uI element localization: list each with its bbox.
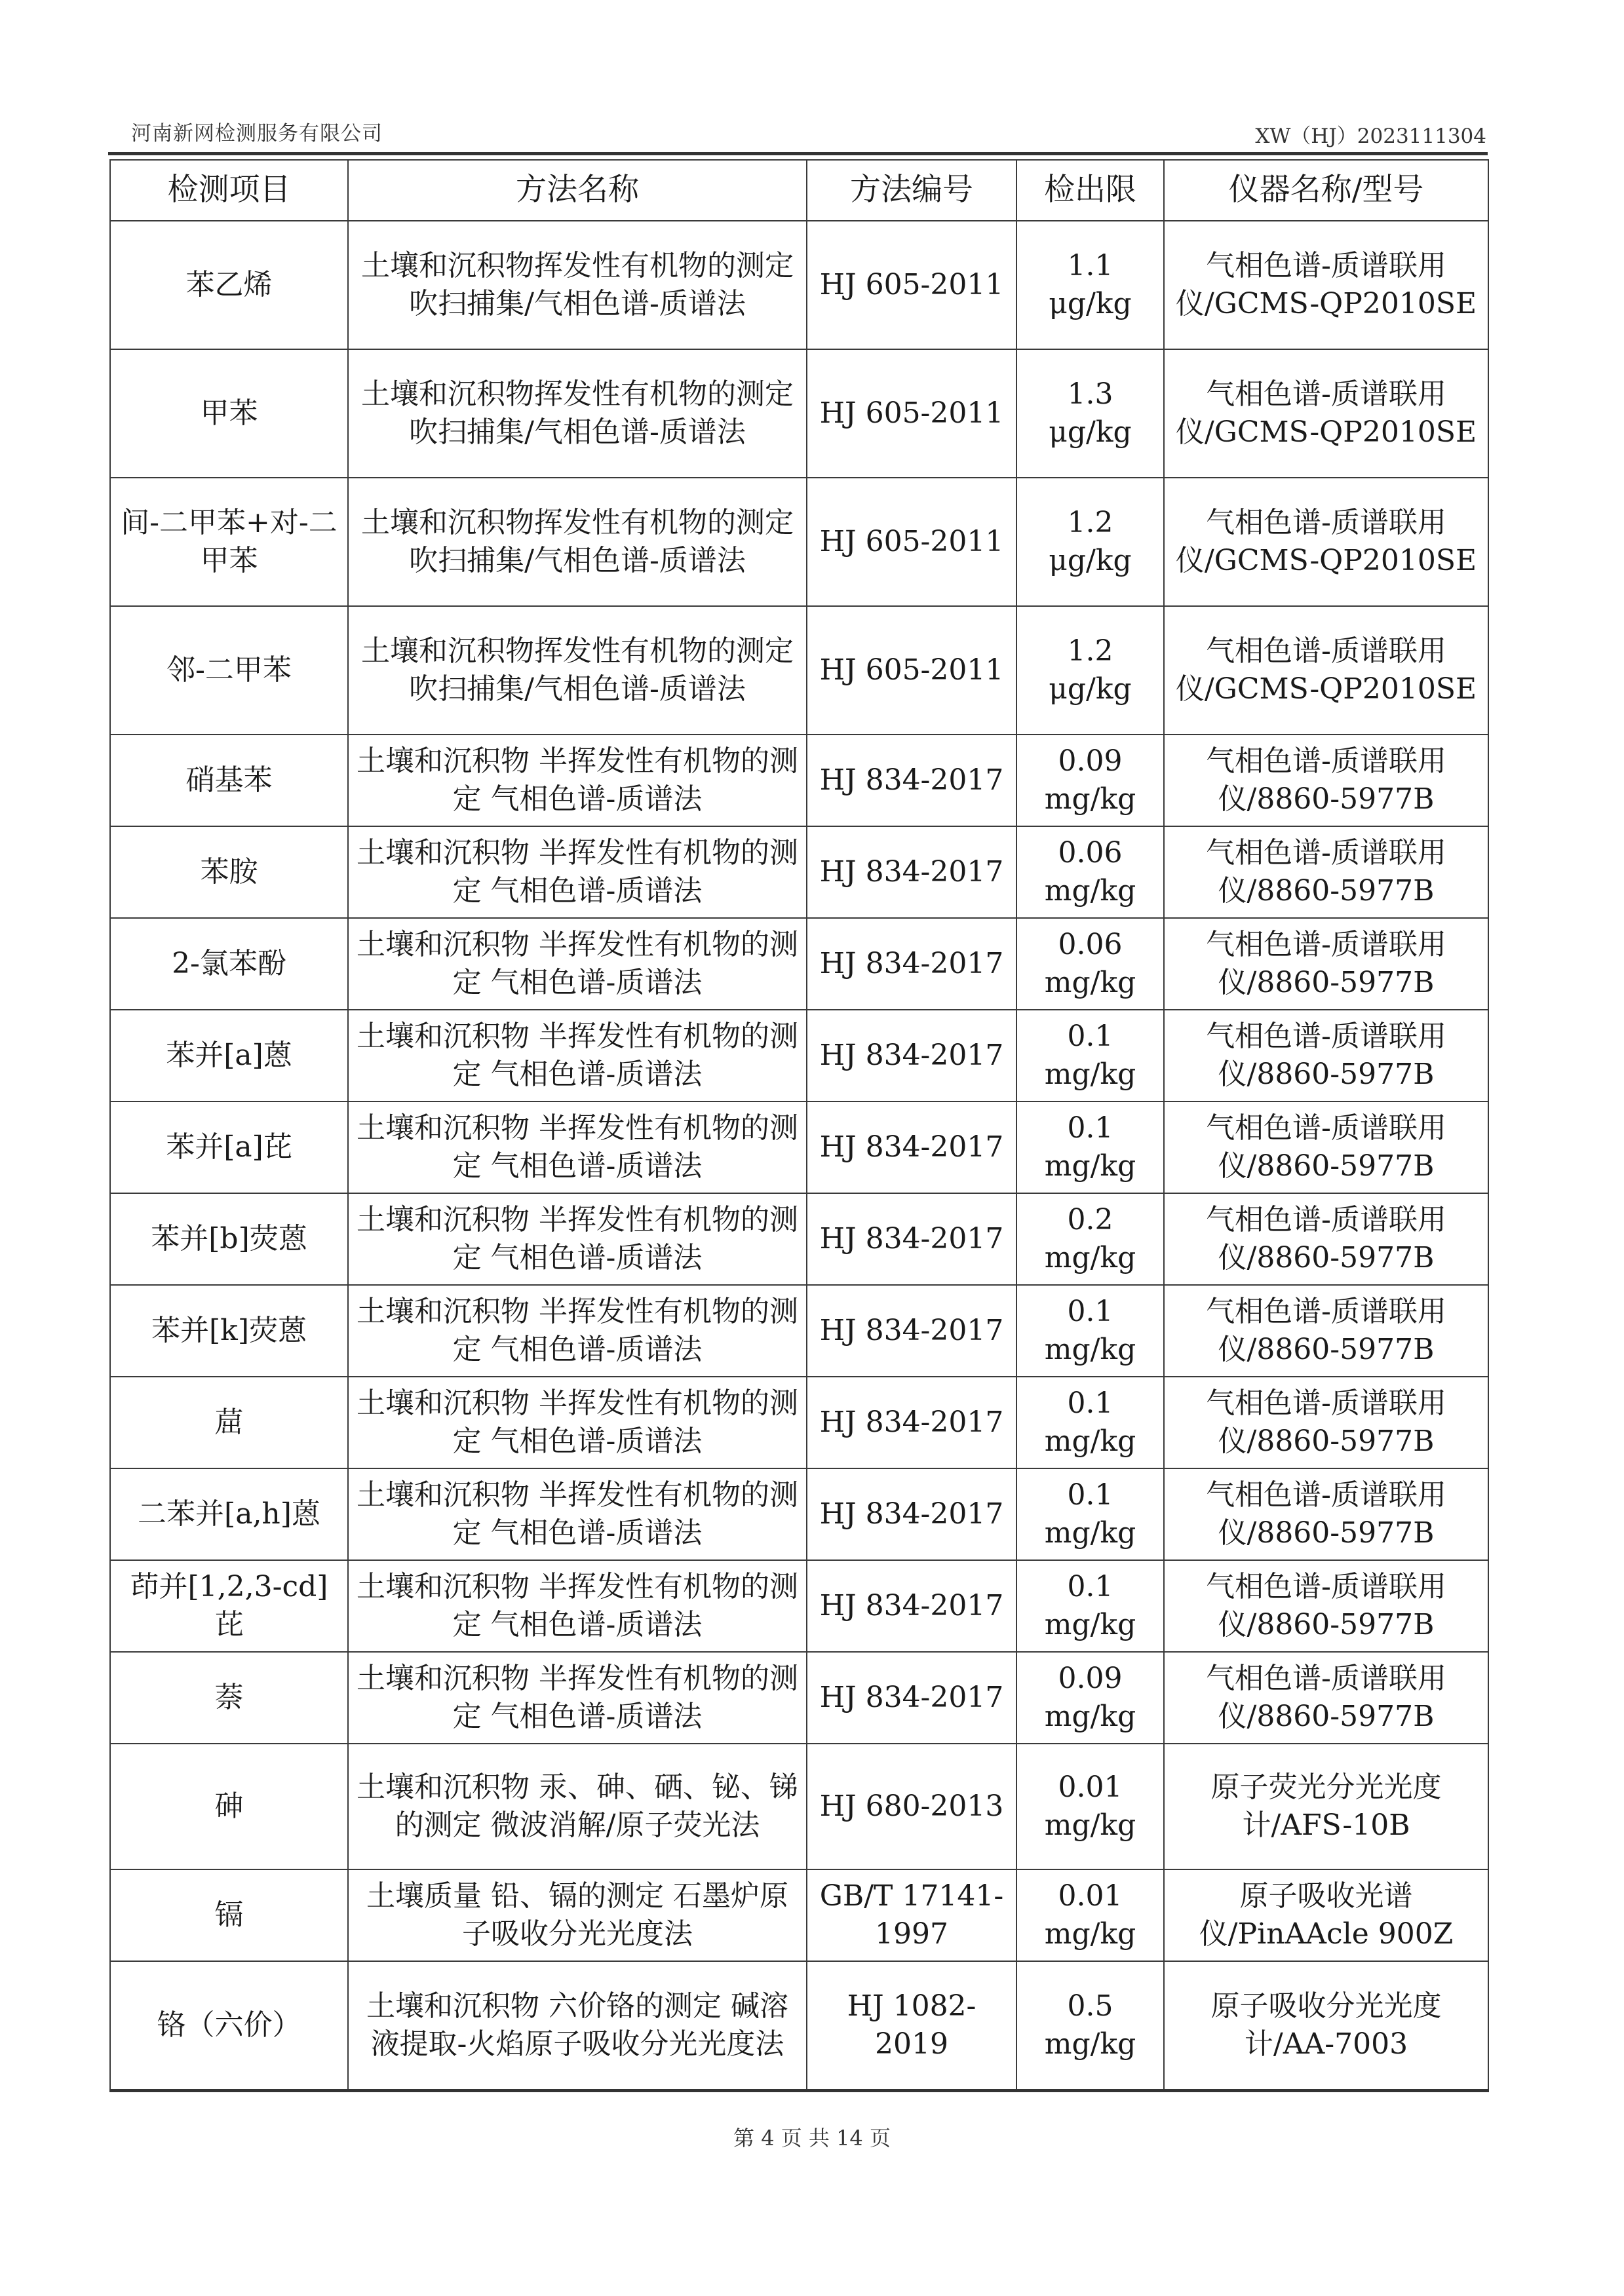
cell-item: 苯并[k]荧蒽 [110, 1285, 348, 1377]
cell-code: HJ 834-2017 [807, 1285, 1016, 1377]
cell-method: 土壤和沉积物挥发性有机物的测定吹扫捕集/气相色谱-质谱法 [348, 349, 807, 478]
cell-code: HJ 834-2017 [807, 1010, 1016, 1101]
cell-limit: 0.1 mg/kg [1016, 1010, 1164, 1101]
cell-limit: 0.09 mg/kg [1016, 1652, 1164, 1744]
table-row [110, 1961, 1488, 2091]
col-header-method: 方法名称 [348, 160, 807, 221]
cell-code: HJ 1082-2019 [807, 1961, 1016, 2091]
table-row [110, 918, 1488, 1010]
table-row [110, 1652, 1488, 1744]
cell-instrument: 气相色谱-质谱联用仪/8860-5977B [1164, 1560, 1488, 1652]
cell-instrument: 气相色谱-质谱联用仪/8860-5977B [1164, 1377, 1488, 1468]
cell-code: HJ 834-2017 [807, 1193, 1016, 1285]
cell-method: 土壤和沉积物 半挥发性有机物的测定 气相色谱-质谱法 [348, 1285, 807, 1377]
cell-code: HJ 834-2017 [807, 1560, 1016, 1652]
cell-method: 土壤和沉积物 半挥发性有机物的测定 气相色谱-质谱法 [348, 1468, 807, 1560]
table-row [110, 1285, 1488, 1377]
cell-limit: 0.06 mg/kg [1016, 826, 1164, 918]
cell-limit: 0.1 mg/kg [1016, 1285, 1164, 1377]
cell-method: 土壤和沉积物 半挥发性有机物的测定 气相色谱-质谱法 [348, 1560, 807, 1652]
cell-limit: 0.2 mg/kg [1016, 1193, 1164, 1285]
table-row [110, 1193, 1488, 1285]
cell-code: HJ 834-2017 [807, 1377, 1016, 1468]
cell-instrument: 气相色谱-质谱联用仪/8860-5977B [1164, 1010, 1488, 1101]
table-row [110, 1010, 1488, 1101]
cell-item: 间-二甲苯+对-二甲苯 [110, 478, 348, 606]
page-number: 第 4 页 共 14 页 [733, 2126, 891, 2151]
cell-code: HJ 605-2011 [807, 478, 1016, 606]
table-row [110, 1560, 1488, 1652]
cell-method: 土壤和沉积物挥发性有机物的测定吹扫捕集/气相色谱-质谱法 [348, 478, 807, 606]
cell-item: 二苯并[a,h]蒽 [110, 1468, 348, 1560]
cell-item: 苯乙烯 [110, 221, 348, 349]
cell-method: 土壤和沉积物挥发性有机物的测定吹扫捕集/气相色谱-质谱法 [348, 606, 807, 735]
cell-method: 土壤质量 铅、镉的测定 石墨炉原子吸收分光光度法 [348, 1869, 807, 1961]
cell-code: HJ 834-2017 [807, 826, 1016, 918]
cell-method: 土壤和沉积物挥发性有机物的测定吹扫捕集/气相色谱-质谱法 [348, 221, 807, 349]
table-row [110, 1468, 1488, 1560]
cell-item: 甲苯 [110, 349, 348, 478]
cell-limit: 0.1 mg/kg [1016, 1560, 1164, 1652]
cell-method: 土壤和沉积物 半挥发性有机物的测定 气相色谱-质谱法 [348, 826, 807, 918]
cell-method: 土壤和沉积物 半挥发性有机物的测定 气相色谱-质谱法 [348, 918, 807, 1010]
cell-limit: 0.1 mg/kg [1016, 1101, 1164, 1193]
cell-code: HJ 834-2017 [807, 918, 1016, 1010]
cell-method: 土壤和沉积物 半挥发性有机物的测定 气相色谱-质谱法 [348, 1193, 807, 1285]
table-row [110, 1744, 1488, 1869]
cell-instrument: 气相色谱-质谱联用仪/8860-5977B [1164, 1652, 1488, 1744]
cell-limit: 1.3 μg/kg [1016, 349, 1164, 478]
cell-code: HJ 834-2017 [807, 1468, 1016, 1560]
cell-limit: 0.09 mg/kg [1016, 735, 1164, 826]
cell-item: 苯并[b]荧蒽 [110, 1193, 348, 1285]
cell-instrument: 气相色谱-质谱联用仪/GCMS-QP2010SE [1164, 606, 1488, 735]
method-table [109, 159, 1489, 2092]
cell-method: 土壤和沉积物 半挥发性有机物的测定 气相色谱-质谱法 [348, 1010, 807, 1101]
cell-item: 2-氯苯酚 [110, 918, 348, 1010]
col-header-code: 方法编号 [807, 160, 1016, 221]
cell-limit: 0.06 mg/kg [1016, 918, 1164, 1010]
cell-item: 苯并[a]芘 [110, 1101, 348, 1193]
cell-item: 萘 [110, 1652, 348, 1744]
cell-item: 茚并[1,2,3-cd]芘 [110, 1560, 348, 1652]
cell-instrument: 气相色谱-质谱联用仪/GCMS-QP2010SE [1164, 221, 1488, 349]
cell-item: 苯并[a]蒽 [110, 1010, 348, 1101]
cell-item: 砷 [110, 1744, 348, 1869]
cell-code: HJ 680-2013 [807, 1744, 1016, 1869]
cell-code: GB/T 17141-1997 [807, 1869, 1016, 1961]
cell-method: 土壤和沉积物 半挥发性有机物的测定 气相色谱-质谱法 [348, 735, 807, 826]
cell-instrument: 气相色谱-质谱联用仪/8860-5977B [1164, 1468, 1488, 1560]
cell-item: 䓛 [110, 1377, 348, 1468]
cell-code: HJ 834-2017 [807, 1652, 1016, 1744]
cell-limit: 0.1 mg/kg [1016, 1468, 1164, 1560]
table-row [110, 478, 1488, 606]
table-row [110, 606, 1488, 735]
cell-instrument: 原子吸收分光光度计/AA-7003 [1164, 1961, 1488, 2091]
cell-method: 土壤和沉积物 半挥发性有机物的测定 气相色谱-质谱法 [348, 1652, 807, 1744]
table-row [110, 1101, 1488, 1193]
cell-limit: 0.01 mg/kg [1016, 1869, 1164, 1961]
table-header-row [110, 160, 1488, 221]
cell-method: 土壤和沉积物 半挥发性有机物的测定 气相色谱-质谱法 [348, 1377, 807, 1468]
cell-item: 铬（六价） [110, 1961, 348, 2091]
cell-instrument: 原子吸收光谱仪/PinAAcle 900Z [1164, 1869, 1488, 1961]
cell-limit: 0.5 mg/kg [1016, 1961, 1164, 2091]
cell-item: 苯胺 [110, 826, 348, 918]
cell-instrument: 原子荧光分光光度计/AFS-10B [1164, 1744, 1488, 1869]
cell-instrument: 气相色谱-质谱联用仪/GCMS-QP2010SE [1164, 478, 1488, 606]
cell-limit: 0.1 mg/kg [1016, 1377, 1164, 1468]
cell-item: 硝基苯 [110, 735, 348, 826]
col-header-limit: 检出限 [1016, 160, 1164, 221]
cell-limit: 1.2 μg/kg [1016, 606, 1164, 735]
cell-code: HJ 834-2017 [807, 1101, 1016, 1193]
cell-limit: 1.2 μg/kg [1016, 478, 1164, 606]
cell-instrument: 气相色谱-质谱联用仪/8860-5977B [1164, 918, 1488, 1010]
table-row [110, 221, 1488, 349]
cell-code: HJ 605-2011 [807, 221, 1016, 349]
cell-item: 邻-二甲苯 [110, 606, 348, 735]
cell-code: HJ 834-2017 [807, 735, 1016, 826]
table-row [110, 826, 1488, 918]
cell-limit: 1.1 μg/kg [1016, 221, 1164, 349]
cell-instrument: 气相色谱-质谱联用仪/8860-5977B [1164, 735, 1488, 826]
cell-method: 土壤和沉积物 汞、砷、硒、铋、锑的测定 微波消解/原子荧光法 [348, 1744, 807, 1869]
cell-code: HJ 605-2011 [807, 349, 1016, 478]
cell-method: 土壤和沉积物 半挥发性有机物的测定 气相色谱-质谱法 [348, 1101, 807, 1193]
cell-item: 镉 [110, 1869, 348, 1961]
cell-instrument: 气相色谱-质谱联用仪/8860-5977B [1164, 1101, 1488, 1193]
col-header-item: 检测项目 [110, 160, 348, 221]
cell-limit: 0.01 mg/kg [1016, 1744, 1164, 1869]
table-row [110, 1377, 1488, 1468]
col-header-instrument: 仪器名称/型号 [1164, 160, 1488, 221]
cell-method: 土壤和沉积物 六价铬的测定 碱溶液提取-火焰原子吸收分光光度法 [348, 1961, 807, 2091]
table-row [110, 735, 1488, 826]
cell-instrument: 气相色谱-质谱联用仪/8860-5977B [1164, 1285, 1488, 1377]
header-divider [108, 152, 1488, 155]
company-name: 河南新网检测服务有限公司 [131, 122, 383, 145]
cell-code: HJ 605-2011 [807, 606, 1016, 735]
report-number: XW（HJ）2023111304 [1255, 124, 1486, 148]
table-row [110, 349, 1488, 478]
cell-instrument: 气相色谱-质谱联用仪/GCMS-QP2010SE [1164, 349, 1488, 478]
table-row [110, 1869, 1488, 1961]
cell-instrument: 气相色谱-质谱联用仪/8860-5977B [1164, 826, 1488, 918]
cell-instrument: 气相色谱-质谱联用仪/8860-5977B [1164, 1193, 1488, 1285]
